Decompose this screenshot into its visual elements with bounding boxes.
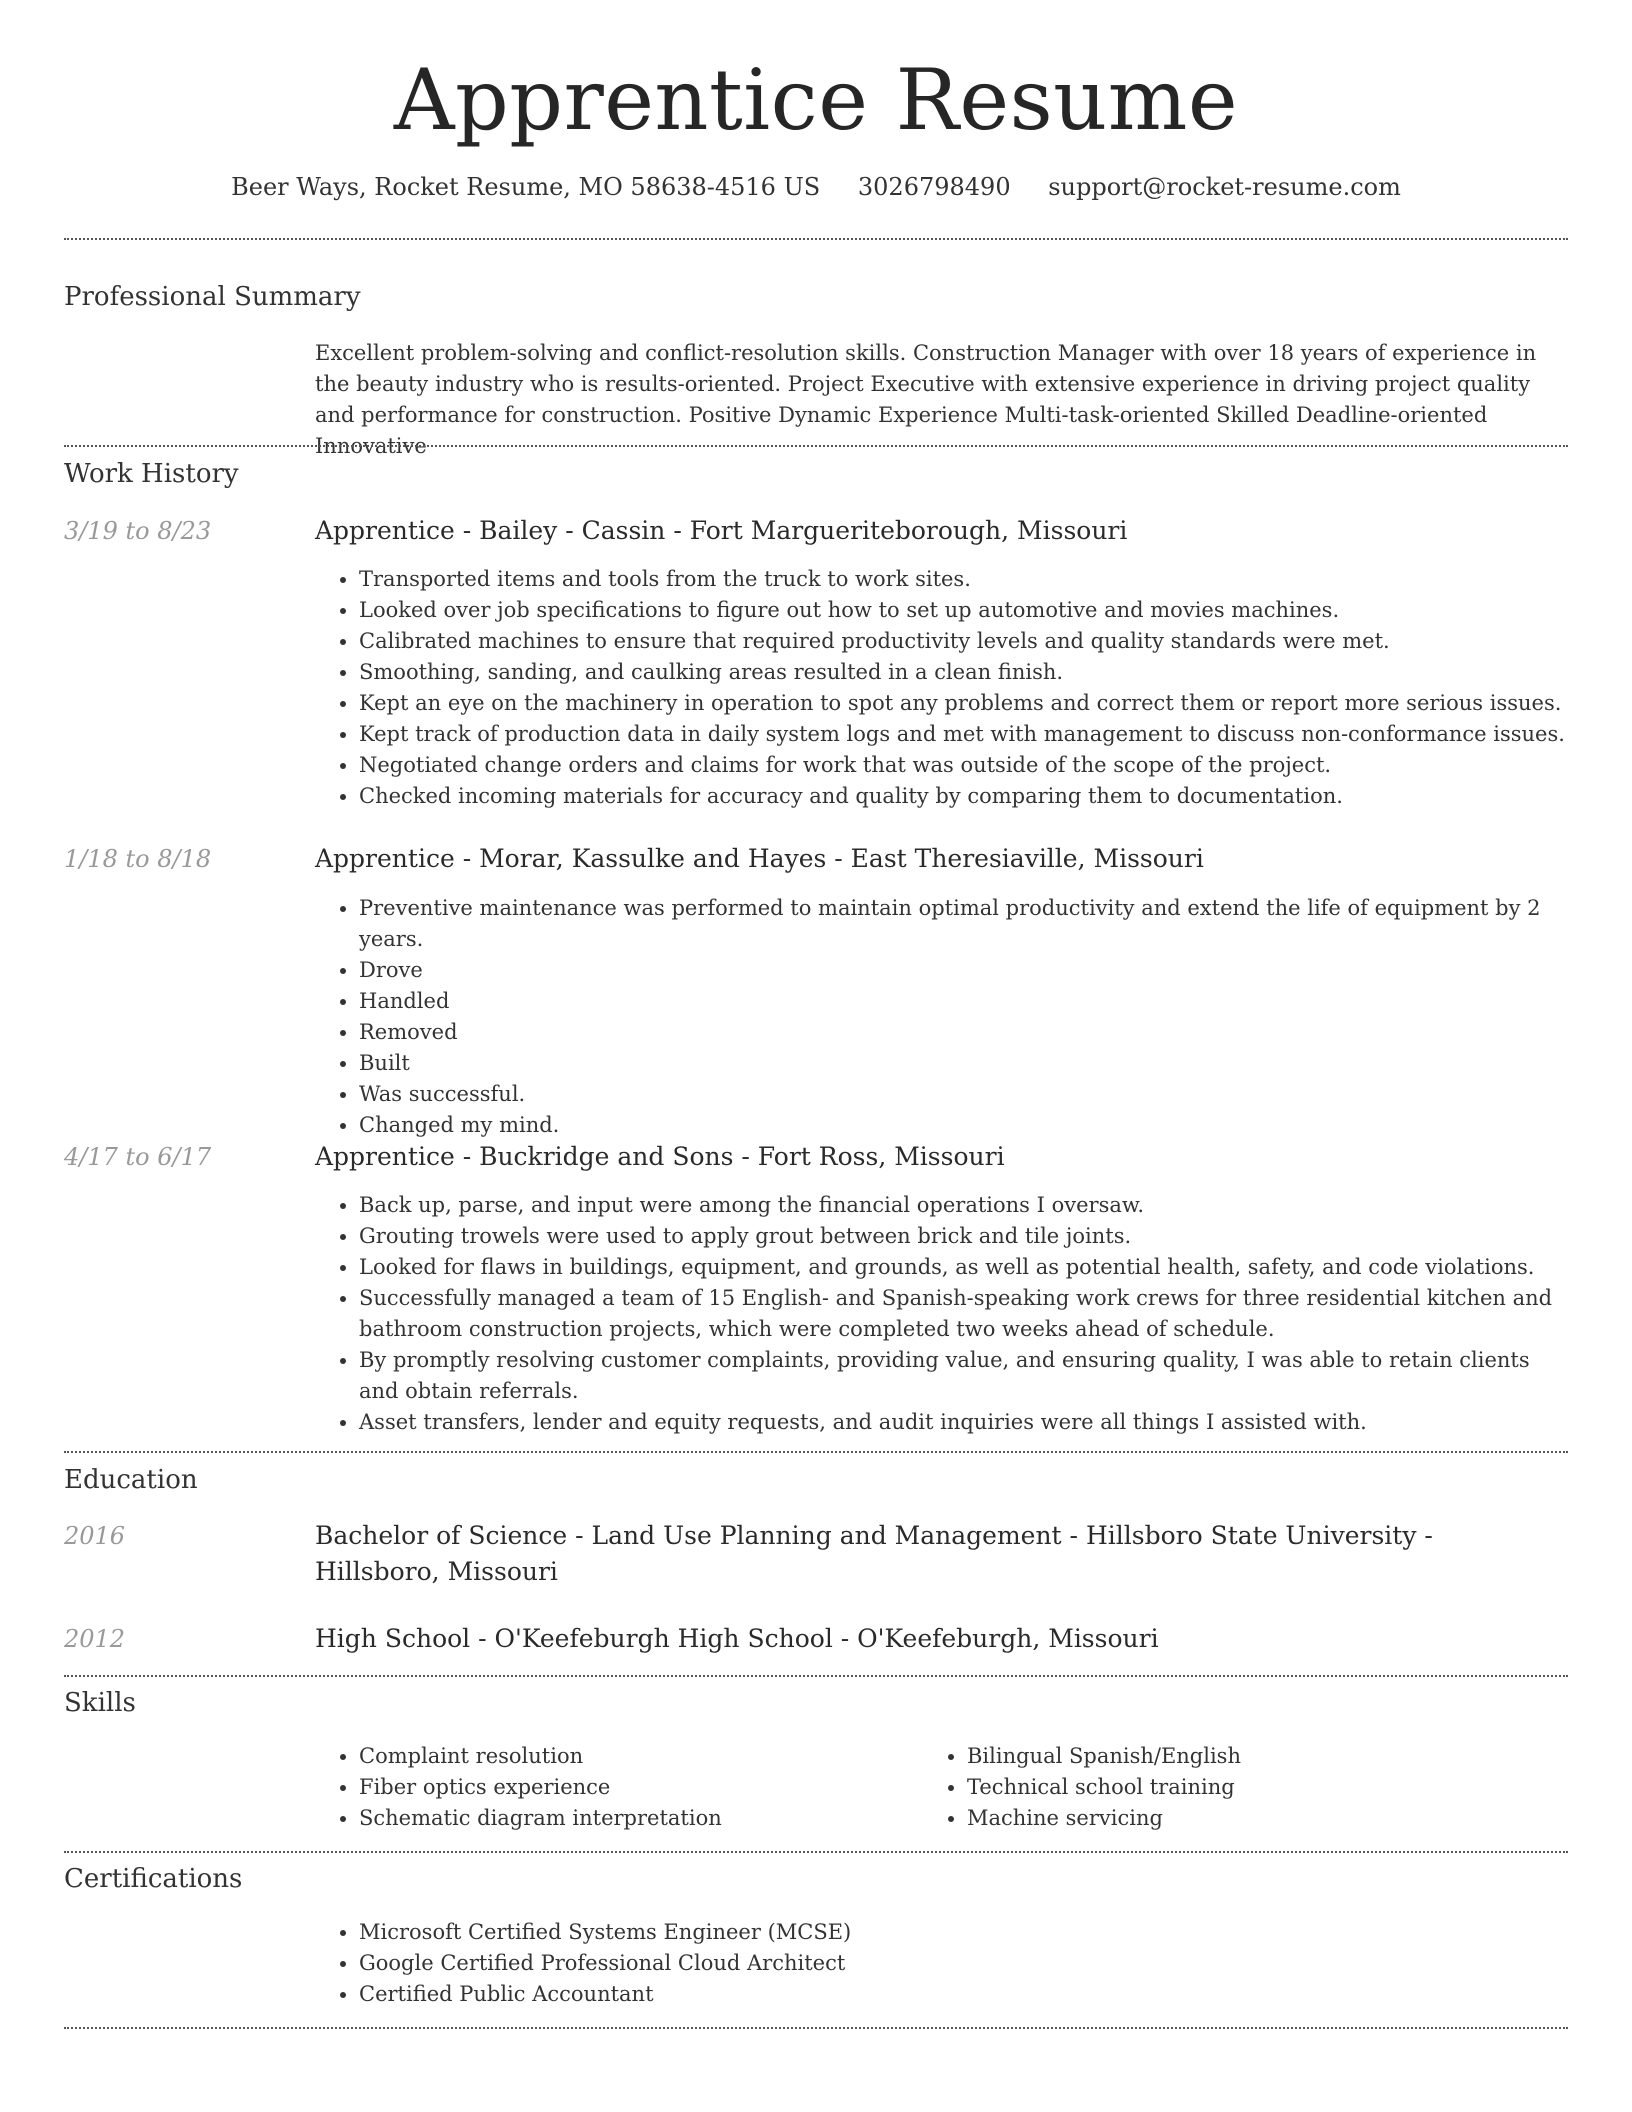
list-item: • Transported items and tools from the truck to work sites. bbox=[359, 564, 1565, 595]
job-title: Apprentice - Morar, Kassulke and Hayes - East Theresiaville, Missouri bbox=[315, 844, 1204, 873]
education-year: 2016 bbox=[64, 1522, 126, 1550]
list-item: • Fiber optics experience bbox=[359, 1772, 915, 1803]
divider bbox=[64, 445, 1568, 447]
job-title: Apprentice - Bailey - Cassin - Fort Margueriteborough, Missouri bbox=[315, 516, 1128, 545]
list-item: • Grouting trowels were used to apply grout between brick and tile joints. bbox=[359, 1221, 1565, 1252]
education-year: 2012 bbox=[64, 1625, 126, 1653]
resume-title: Apprentice Resume bbox=[393, 51, 1239, 149]
list-item: • Removed bbox=[359, 1017, 1565, 1048]
list-item: • Machine servicing bbox=[967, 1803, 1563, 1834]
list-item: • Smoothing, sanding, and caulking areas resulted in a clean finish. bbox=[359, 657, 1565, 688]
list-item: • Calibrated machines to ensure that required productivity levels and quality standards were met. bbox=[359, 626, 1565, 657]
section-heading-skills: Skills bbox=[64, 1688, 136, 1718]
skills-list-left bbox=[315, 1741, 915, 1834]
list-item: • Bilingual Spanish/English bbox=[967, 1741, 1563, 1772]
list-item: • Complaint resolution bbox=[359, 1741, 915, 1772]
job-bullets bbox=[315, 564, 1565, 812]
certifications-list bbox=[315, 1917, 1565, 2010]
divider bbox=[64, 2027, 1568, 2029]
section-heading-education: Education bbox=[64, 1465, 198, 1495]
list-item: • Certified Public Accountant bbox=[359, 1979, 1565, 2010]
list-item: • Checked incoming materials for accuracy and quality by comparing them to documentation. bbox=[359, 781, 1565, 812]
list-item: • Handled bbox=[359, 986, 1565, 1017]
divider bbox=[64, 1675, 1568, 1677]
job-bullets bbox=[315, 893, 1565, 1141]
list-item: • Microsoft Certified Systems Engineer (MCSE) bbox=[359, 1917, 1565, 1948]
list-item: • Preventive maintenance was performed to maintain optimal productivity and extend the life of equipment by 2 years. bbox=[359, 893, 1565, 955]
section-heading-work-history: Work History bbox=[64, 459, 239, 489]
education-title: High School - O'Keefeburgh High School - O'Keefeburgh, Missouri bbox=[315, 1624, 1159, 1653]
job-dates: 3/19 to 8/23 bbox=[64, 517, 212, 545]
list-item: • Drove bbox=[359, 955, 1565, 986]
section-heading-certifications: Certifications bbox=[64, 1864, 243, 1894]
divider bbox=[64, 1451, 1568, 1453]
divider bbox=[64, 238, 1568, 240]
contact-address: Beer Ways, Rocket Resume, MO 58638-4516 US bbox=[231, 173, 821, 201]
list-item: • Looked for flaws in buildings, equipment, and grounds, as well as potential health, safety, and code violations. bbox=[359, 1252, 1565, 1283]
list-item: • Successfully managed a team of 15 English- and Spanish-speaking work crews for three residential kitchen and bathroom construction projects, which were completed two weeks ahead of schedule. bbox=[359, 1283, 1565, 1345]
list-item: • Asset transfers, lender and equity requests, and audit inquiries were all things I assisted with. bbox=[359, 1407, 1565, 1438]
contact-email[interactable]: support@rocket-resume.com bbox=[1048, 173, 1401, 201]
list-item: • Kept an eye on the machinery in operation to spot any problems and correct them or report more serious issues. bbox=[359, 688, 1565, 719]
list-item: • Built bbox=[359, 1048, 1565, 1079]
list-item: • Changed my mind. bbox=[359, 1110, 1565, 1141]
list-item: • Looked over job specifications to figure out how to set up automotive and movies machines. bbox=[359, 595, 1565, 626]
job-dates: 1/18 to 8/18 bbox=[64, 845, 212, 873]
list-item: • Technical school training bbox=[967, 1772, 1563, 1803]
list-item: • Negotiated change orders and claims for work that was outside of the scope of the project. bbox=[359, 750, 1565, 781]
skills-list-right bbox=[923, 1741, 1563, 1834]
job-bullets bbox=[315, 1190, 1565, 1438]
contact-line bbox=[0, 170, 1632, 204]
list-item: • Was successful. bbox=[359, 1079, 1565, 1110]
list-item: • Kept track of production data in daily system logs and met with management to discuss non-conformance issues. bbox=[359, 719, 1565, 750]
job-title: Apprentice - Buckridge and Sons - Fort Ross, Missouri bbox=[315, 1142, 1005, 1171]
list-item: • By promptly resolving customer complaints, providing value, and ensuring quality, I was able to retain clients and obtain referrals. bbox=[359, 1345, 1565, 1407]
education-title: Bachelor of Science - Land Use Planning and Management - Hillsboro State University - Hillsboro, Missouri bbox=[315, 1521, 1433, 1586]
list-item: • Back up, parse, and input were among the financial operations I oversaw. bbox=[359, 1190, 1565, 1221]
list-item: • Schematic diagram interpretation bbox=[359, 1803, 915, 1834]
section-heading-summary: Professional Summary bbox=[64, 282, 361, 312]
summary-text: Excellent problem-solving and conflict-resolution skills. Construction Manager with over 18 years of experience in the beauty industry who is results-oriented. Project Executive with extensive experience in driving project quality and performance for construction. Positive Dynamic Experience Multi-task-oriented Skilled Deadline-oriented Innovative bbox=[315, 341, 1537, 458]
job-dates: 4/17 to 6/17 bbox=[64, 1143, 212, 1171]
contact-phone[interactable]: 3026798490 bbox=[857, 173, 1011, 201]
list-item: • Google Certified Professional Cloud Architect bbox=[359, 1948, 1565, 1979]
divider bbox=[64, 1851, 1568, 1853]
